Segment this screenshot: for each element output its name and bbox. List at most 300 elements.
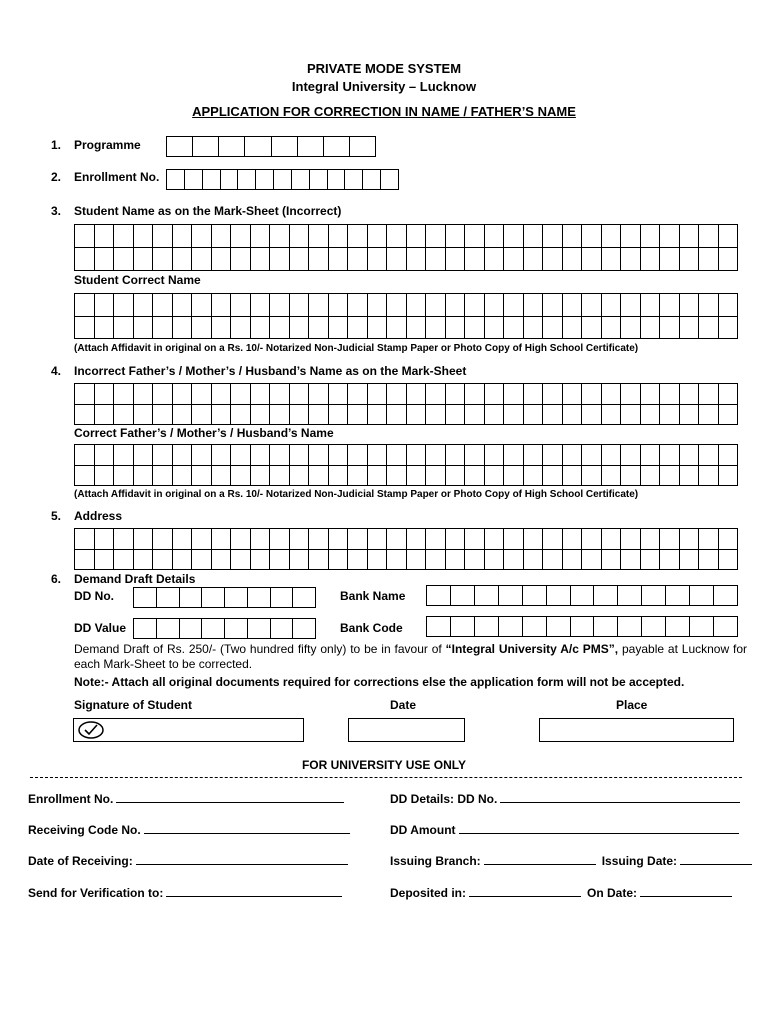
char-box[interactable] [406, 316, 426, 339]
char-box[interactable] [250, 445, 270, 466]
char-box[interactable] [601, 465, 621, 486]
char-box[interactable] [450, 617, 474, 637]
char-box[interactable] [133, 384, 153, 405]
char-box[interactable] [699, 529, 719, 550]
char-box[interactable] [211, 384, 231, 405]
char-box[interactable] [699, 225, 719, 248]
char-box[interactable] [348, 248, 368, 271]
date-box[interactable] [348, 718, 465, 742]
char-box[interactable] [289, 248, 309, 271]
dd-value-boxes[interactable] [133, 618, 316, 639]
char-box[interactable] [660, 384, 680, 405]
char-box[interactable] [193, 137, 219, 157]
char-box[interactable] [211, 248, 231, 271]
char-box[interactable] [523, 445, 543, 466]
char-box[interactable] [172, 316, 192, 339]
char-box[interactable] [484, 549, 504, 570]
char-box[interactable] [231, 404, 251, 425]
char-box[interactable] [167, 170, 185, 190]
char-box[interactable] [679, 316, 699, 339]
char-box[interactable] [133, 248, 153, 271]
char-box[interactable] [426, 248, 446, 271]
char-box[interactable] [523, 384, 543, 405]
char-box[interactable] [498, 617, 522, 637]
char-box[interactable] [562, 225, 582, 248]
char-box[interactable] [133, 445, 153, 466]
char-box[interactable] [601, 549, 621, 570]
char-box[interactable] [640, 384, 660, 405]
char-box[interactable] [289, 384, 309, 405]
char-box[interactable] [642, 617, 666, 637]
char-box[interactable] [309, 248, 329, 271]
char-box[interactable] [523, 404, 543, 425]
char-box[interactable] [94, 529, 114, 550]
char-box[interactable] [367, 316, 387, 339]
char-box[interactable] [484, 384, 504, 405]
char-box[interactable] [172, 225, 192, 248]
char-box[interactable] [562, 384, 582, 405]
char-box[interactable] [543, 294, 563, 317]
char-box[interactable] [601, 248, 621, 271]
char-box[interactable] [660, 248, 680, 271]
char-box[interactable] [594, 586, 618, 606]
char-box[interactable] [114, 465, 134, 486]
char-box[interactable] [367, 294, 387, 317]
char-box[interactable] [445, 316, 465, 339]
char-box[interactable] [504, 316, 524, 339]
char-box[interactable] [192, 248, 212, 271]
char-box[interactable] [640, 225, 660, 248]
char-box[interactable] [289, 445, 309, 466]
char-box[interactable] [367, 225, 387, 248]
char-box[interactable] [679, 384, 699, 405]
char-box[interactable] [543, 248, 563, 271]
char-box[interactable] [153, 465, 173, 486]
char-box[interactable] [94, 316, 114, 339]
char-box[interactable] [718, 465, 738, 486]
char-box[interactable] [640, 529, 660, 550]
office-issuing-date-line[interactable] [680, 853, 752, 865]
char-box[interactable] [309, 445, 329, 466]
char-box[interactable] [250, 384, 270, 405]
char-box[interactable] [484, 225, 504, 248]
char-box[interactable] [498, 586, 522, 606]
char-box[interactable] [445, 404, 465, 425]
char-box[interactable] [172, 445, 192, 466]
char-box[interactable] [133, 404, 153, 425]
char-box[interactable] [718, 384, 738, 405]
office-dd-amount-line[interactable] [459, 822, 739, 834]
char-box[interactable] [450, 586, 474, 606]
char-box[interactable] [426, 445, 446, 466]
char-box[interactable] [504, 225, 524, 248]
char-box[interactable] [582, 549, 602, 570]
char-box[interactable] [465, 248, 485, 271]
char-box[interactable] [231, 248, 251, 271]
char-box[interactable] [406, 225, 426, 248]
char-box[interactable] [621, 384, 641, 405]
char-box[interactable] [640, 445, 660, 466]
char-box[interactable] [582, 294, 602, 317]
place-box[interactable] [539, 718, 734, 742]
char-box[interactable] [153, 248, 173, 271]
char-box[interactable] [270, 294, 290, 317]
char-box[interactable] [543, 549, 563, 570]
char-box[interactable] [211, 316, 231, 339]
char-box[interactable] [114, 248, 134, 271]
char-box[interactable] [202, 588, 225, 608]
char-box[interactable] [640, 294, 660, 317]
char-box[interactable] [328, 248, 348, 271]
char-box[interactable] [231, 225, 251, 248]
char-box[interactable] [289, 529, 309, 550]
char-box[interactable] [167, 137, 193, 157]
char-box[interactable] [247, 588, 270, 608]
char-box[interactable] [570, 586, 594, 606]
char-box[interactable] [666, 586, 690, 606]
char-box[interactable] [172, 404, 192, 425]
char-box[interactable] [367, 248, 387, 271]
char-box[interactable] [621, 529, 641, 550]
programme-input-boxes[interactable] [166, 136, 376, 157]
char-box[interactable] [250, 248, 270, 271]
char-box[interactable] [293, 619, 316, 639]
char-box[interactable] [179, 588, 202, 608]
char-box[interactable] [660, 529, 680, 550]
char-box[interactable] [504, 384, 524, 405]
char-box[interactable] [387, 384, 407, 405]
char-box[interactable] [504, 294, 524, 317]
char-box[interactable] [465, 384, 485, 405]
char-box[interactable] [523, 225, 543, 248]
char-box[interactable] [699, 465, 719, 486]
char-box[interactable] [192, 529, 212, 550]
incorrect-father-name-boxes[interactable] [74, 383, 738, 425]
char-box[interactable] [562, 549, 582, 570]
char-box[interactable] [640, 316, 660, 339]
char-box[interactable] [543, 225, 563, 248]
char-box[interactable] [134, 588, 157, 608]
char-box[interactable] [718, 404, 738, 425]
char-box[interactable] [289, 549, 309, 570]
char-box[interactable] [522, 586, 546, 606]
correct-father-name-boxes[interactable] [74, 444, 738, 486]
char-box[interactable] [699, 294, 719, 317]
char-box[interactable] [445, 294, 465, 317]
char-box[interactable] [387, 404, 407, 425]
char-box[interactable] [679, 225, 699, 248]
char-box[interactable] [133, 465, 153, 486]
char-box[interactable] [114, 294, 134, 317]
char-box[interactable] [309, 549, 329, 570]
char-box[interactable] [289, 225, 309, 248]
char-box[interactable] [387, 529, 407, 550]
char-box[interactable] [484, 445, 504, 466]
char-box[interactable] [426, 529, 446, 550]
char-box[interactable] [718, 248, 738, 271]
char-box[interactable] [562, 445, 582, 466]
char-box[interactable] [348, 465, 368, 486]
char-box[interactable] [621, 445, 641, 466]
char-box[interactable] [660, 465, 680, 486]
char-box[interactable] [211, 529, 231, 550]
signature-box[interactable] [73, 718, 304, 742]
char-box[interactable] [484, 248, 504, 271]
char-box[interactable] [94, 248, 114, 271]
char-box[interactable] [75, 384, 95, 405]
char-box[interactable] [562, 316, 582, 339]
char-box[interactable] [523, 465, 543, 486]
char-box[interactable] [718, 549, 738, 570]
char-box[interactable] [271, 137, 297, 157]
char-box[interactable] [484, 316, 504, 339]
char-box[interactable] [309, 529, 329, 550]
char-box[interactable] [594, 617, 618, 637]
dd-no-boxes[interactable] [133, 587, 316, 608]
char-box[interactable] [328, 225, 348, 248]
char-box[interactable] [309, 170, 327, 190]
char-box[interactable] [202, 170, 220, 190]
char-box[interactable] [523, 316, 543, 339]
char-box[interactable] [172, 248, 192, 271]
char-box[interactable] [211, 294, 231, 317]
char-box[interactable] [289, 465, 309, 486]
char-box[interactable] [660, 225, 680, 248]
char-box[interactable] [328, 404, 348, 425]
char-box[interactable] [270, 316, 290, 339]
char-box[interactable] [465, 294, 485, 317]
char-box[interactable] [582, 465, 602, 486]
char-box[interactable] [718, 316, 738, 339]
char-box[interactable] [114, 404, 134, 425]
char-box[interactable] [202, 619, 225, 639]
char-box[interactable] [211, 404, 231, 425]
char-box[interactable] [465, 549, 485, 570]
char-box[interactable] [75, 294, 95, 317]
char-box[interactable] [153, 445, 173, 466]
char-box[interactable] [699, 404, 719, 425]
char-box[interactable] [718, 445, 738, 466]
char-box[interactable] [699, 316, 719, 339]
char-box[interactable] [114, 445, 134, 466]
enrollment-input-boxes[interactable] [166, 169, 399, 190]
char-box[interactable] [184, 170, 202, 190]
char-box[interactable] [582, 316, 602, 339]
char-box[interactable] [94, 549, 114, 570]
char-box[interactable] [679, 465, 699, 486]
char-box[interactable] [543, 465, 563, 486]
char-box[interactable] [621, 549, 641, 570]
char-box[interactable] [465, 529, 485, 550]
office-on-date-line[interactable] [640, 885, 732, 897]
char-box[interactable] [345, 170, 363, 190]
char-box[interactable] [718, 225, 738, 248]
char-box[interactable] [192, 549, 212, 570]
char-box[interactable] [270, 225, 290, 248]
char-box[interactable] [426, 225, 446, 248]
char-box[interactable] [387, 316, 407, 339]
address-boxes[interactable] [74, 528, 738, 570]
char-box[interactable] [75, 316, 95, 339]
char-box[interactable] [349, 137, 375, 157]
char-box[interactable] [714, 586, 738, 606]
char-box[interactable] [94, 465, 114, 486]
char-box[interactable] [114, 529, 134, 550]
char-box[interactable] [474, 617, 498, 637]
char-box[interactable] [562, 294, 582, 317]
char-box[interactable] [406, 529, 426, 550]
char-box[interactable] [211, 549, 231, 570]
char-box[interactable] [270, 529, 290, 550]
char-box[interactable] [426, 549, 446, 570]
char-box[interactable] [387, 445, 407, 466]
char-box[interactable] [465, 445, 485, 466]
char-box[interactable] [328, 445, 348, 466]
char-box[interactable] [250, 404, 270, 425]
char-box[interactable] [660, 445, 680, 466]
char-box[interactable] [582, 225, 602, 248]
char-box[interactable] [133, 225, 153, 248]
char-box[interactable] [219, 137, 245, 157]
char-box[interactable] [445, 549, 465, 570]
char-box[interactable] [367, 549, 387, 570]
char-box[interactable] [640, 465, 660, 486]
char-box[interactable] [114, 316, 134, 339]
char-box[interactable] [192, 294, 212, 317]
char-box[interactable] [699, 549, 719, 570]
char-box[interactable] [250, 465, 270, 486]
char-box[interactable] [618, 617, 642, 637]
char-box[interactable] [601, 529, 621, 550]
char-box[interactable] [153, 384, 173, 405]
char-box[interactable] [570, 617, 594, 637]
char-box[interactable] [153, 404, 173, 425]
char-box[interactable] [666, 617, 690, 637]
char-box[interactable] [387, 549, 407, 570]
char-box[interactable] [621, 225, 641, 248]
char-box[interactable] [474, 586, 498, 606]
char-box[interactable] [211, 465, 231, 486]
char-box[interactable] [543, 316, 563, 339]
char-box[interactable] [309, 316, 329, 339]
char-box[interactable] [293, 588, 316, 608]
char-box[interactable] [75, 465, 95, 486]
char-box[interactable] [660, 404, 680, 425]
char-box[interactable] [387, 465, 407, 486]
char-box[interactable] [621, 294, 641, 317]
char-box[interactable] [582, 404, 602, 425]
office-issuing-branch-line[interactable] [484, 853, 596, 865]
char-box[interactable] [75, 445, 95, 466]
char-box[interactable] [231, 384, 251, 405]
char-box[interactable] [465, 404, 485, 425]
char-box[interactable] [387, 248, 407, 271]
char-box[interactable] [231, 316, 251, 339]
char-box[interactable] [504, 404, 524, 425]
char-box[interactable] [601, 384, 621, 405]
char-box[interactable] [192, 445, 212, 466]
char-box[interactable] [348, 294, 368, 317]
char-box[interactable] [640, 248, 660, 271]
char-box[interactable] [270, 445, 290, 466]
char-box[interactable] [211, 445, 231, 466]
char-box[interactable] [156, 619, 179, 639]
char-box[interactable] [348, 529, 368, 550]
office-verification-line[interactable] [166, 885, 342, 897]
char-box[interactable] [640, 404, 660, 425]
char-box[interactable] [133, 316, 153, 339]
char-box[interactable] [114, 384, 134, 405]
char-box[interactable] [504, 465, 524, 486]
char-box[interactable] [523, 248, 543, 271]
char-box[interactable] [543, 404, 563, 425]
char-box[interactable] [504, 529, 524, 550]
char-box[interactable] [328, 529, 348, 550]
char-box[interactable] [94, 384, 114, 405]
char-box[interactable] [406, 549, 426, 570]
char-box[interactable] [363, 170, 381, 190]
char-box[interactable] [445, 248, 465, 271]
char-box[interactable] [348, 404, 368, 425]
char-box[interactable] [250, 294, 270, 317]
char-box[interactable] [270, 384, 290, 405]
char-box[interactable] [718, 529, 738, 550]
char-box[interactable] [699, 445, 719, 466]
char-box[interactable] [225, 619, 248, 639]
char-box[interactable] [621, 316, 641, 339]
char-box[interactable] [406, 445, 426, 466]
char-box[interactable] [289, 316, 309, 339]
char-box[interactable] [309, 294, 329, 317]
char-box[interactable] [426, 404, 446, 425]
char-box[interactable] [562, 404, 582, 425]
char-box[interactable] [309, 465, 329, 486]
char-box[interactable] [406, 294, 426, 317]
char-box[interactable] [231, 465, 251, 486]
char-box[interactable] [94, 225, 114, 248]
char-box[interactable] [406, 384, 426, 405]
char-box[interactable] [484, 465, 504, 486]
char-box[interactable] [406, 248, 426, 271]
char-box[interactable] [387, 225, 407, 248]
char-box[interactable] [256, 170, 274, 190]
char-box[interactable] [445, 445, 465, 466]
char-box[interactable] [291, 170, 309, 190]
char-box[interactable] [699, 384, 719, 405]
char-box[interactable] [75, 529, 95, 550]
char-box[interactable] [621, 248, 641, 271]
char-box[interactable] [406, 404, 426, 425]
char-box[interactable] [465, 225, 485, 248]
char-box[interactable] [75, 225, 95, 248]
char-box[interactable] [153, 529, 173, 550]
office-dd-details-line[interactable] [500, 791, 740, 803]
char-box[interactable] [114, 549, 134, 570]
char-box[interactable] [618, 586, 642, 606]
char-box[interactable] [445, 465, 465, 486]
char-box[interactable] [348, 549, 368, 570]
char-box[interactable] [621, 404, 641, 425]
char-box[interactable] [133, 549, 153, 570]
char-box[interactable] [172, 549, 192, 570]
char-box[interactable] [679, 404, 699, 425]
char-box[interactable] [523, 529, 543, 550]
char-box[interactable] [522, 617, 546, 637]
char-box[interactable] [582, 248, 602, 271]
char-box[interactable] [640, 549, 660, 570]
char-box[interactable] [247, 619, 270, 639]
char-box[interactable] [238, 170, 256, 190]
